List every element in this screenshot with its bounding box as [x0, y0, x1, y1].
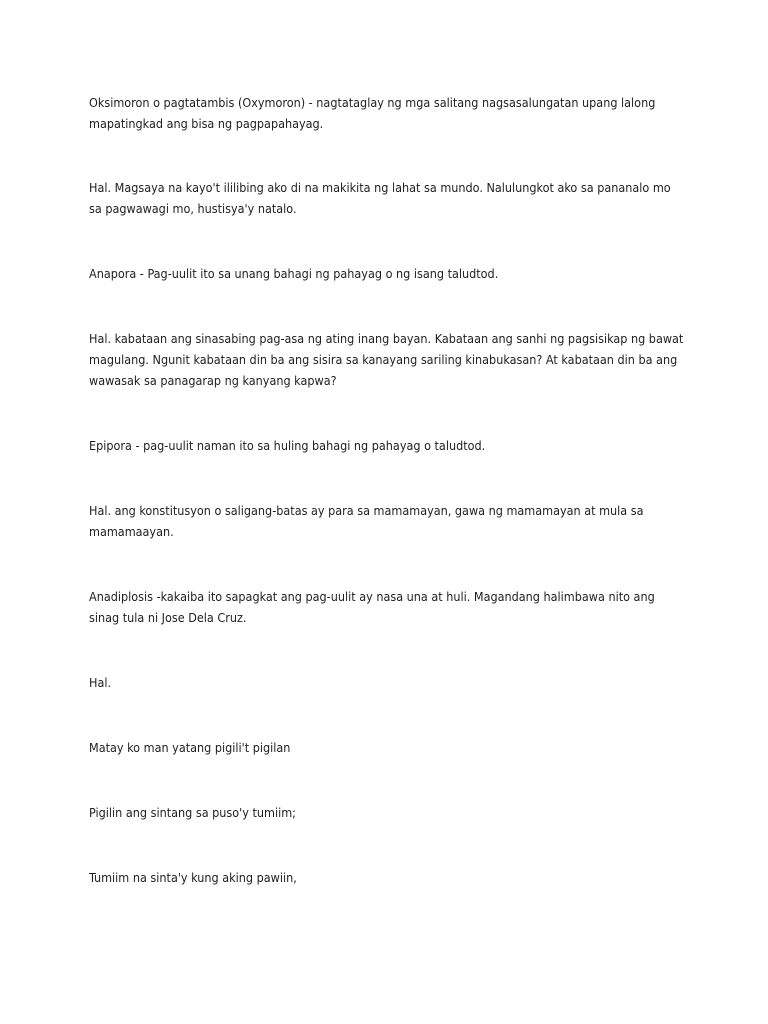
text-line: Pigilin ang sintang sa puso'y tumiim; — [89, 805, 296, 820]
text-line: Anapora - Pag-uulit ito sa unang bahagi ng pahayag o ng isang taludtod. — [89, 266, 499, 281]
text-line: sa pagwawagi mo, hustisya'y natalo. — [89, 201, 297, 216]
text-line: Epipora - pag-uulit naman ito sa huling bahagi ng pahayag o taludtod. — [89, 438, 486, 453]
text-line: wawasak sa panagarap ng kanyang kapwa? — [89, 373, 337, 388]
text-line: magulang. Ngunit kabataan din ba ang sisira sa kanayang sariling kinabukasan? At kabataan din ba ang — [89, 352, 678, 367]
text-line: Tumiim na sinta'y kung aking pawiin, — [89, 870, 297, 885]
paragraph-oksimoron — [89, 92, 689, 134]
text-line: Oksimoron o pagtatambis (Oxymoron) - nagtataglay ng mga salitang nagsasalungatan upang lalong — [89, 95, 656, 110]
paragraph-anapora-example — [89, 328, 689, 391]
text-line: Hal. — [89, 675, 112, 690]
paragraph-epipora — [89, 435, 689, 456]
text-line: Anadiplosis -kakaiba ito sapagkat ang pag-uulit ay nasa una at huli. Magandang halimbawa nito ang — [89, 589, 655, 604]
text-line: Hal. ang konstitusyon o saligang-batas ay para sa mamamayan, gawa ng mamamayan at mula sa — [89, 503, 644, 518]
paragraph-epipora-example — [89, 500, 689, 542]
text-line: mapatingkad ang bisa ng pagpapahayag. — [89, 116, 324, 131]
text-line: sinag tula ni Jose Dela Cruz. — [89, 610, 247, 625]
paragraph-oksimoron-example — [89, 177, 689, 219]
poem-line-2 — [89, 802, 689, 823]
text-line: Matay ko man yatang pigili't pigilan — [89, 740, 291, 755]
text-line: Hal. Magsaya na kayo't ililibing ako di na makikita ng lahat sa mundo. Nalulungkot ako sa pananalo mo — [89, 180, 671, 195]
text-line: mamamaayan. — [89, 524, 174, 539]
text-line: Hal. kabataan ang sinasabing pag-asa ng ating inang bayan. Kabataan ang sanhi ng pagsisikap ng bawat — [89, 331, 684, 346]
poem-line-1 — [89, 737, 689, 758]
poem-line-3 — [89, 867, 689, 888]
paragraph-anadiplosis — [89, 586, 689, 628]
paragraph-anapora — [89, 263, 689, 284]
paragraph-hal-label — [89, 672, 689, 693]
